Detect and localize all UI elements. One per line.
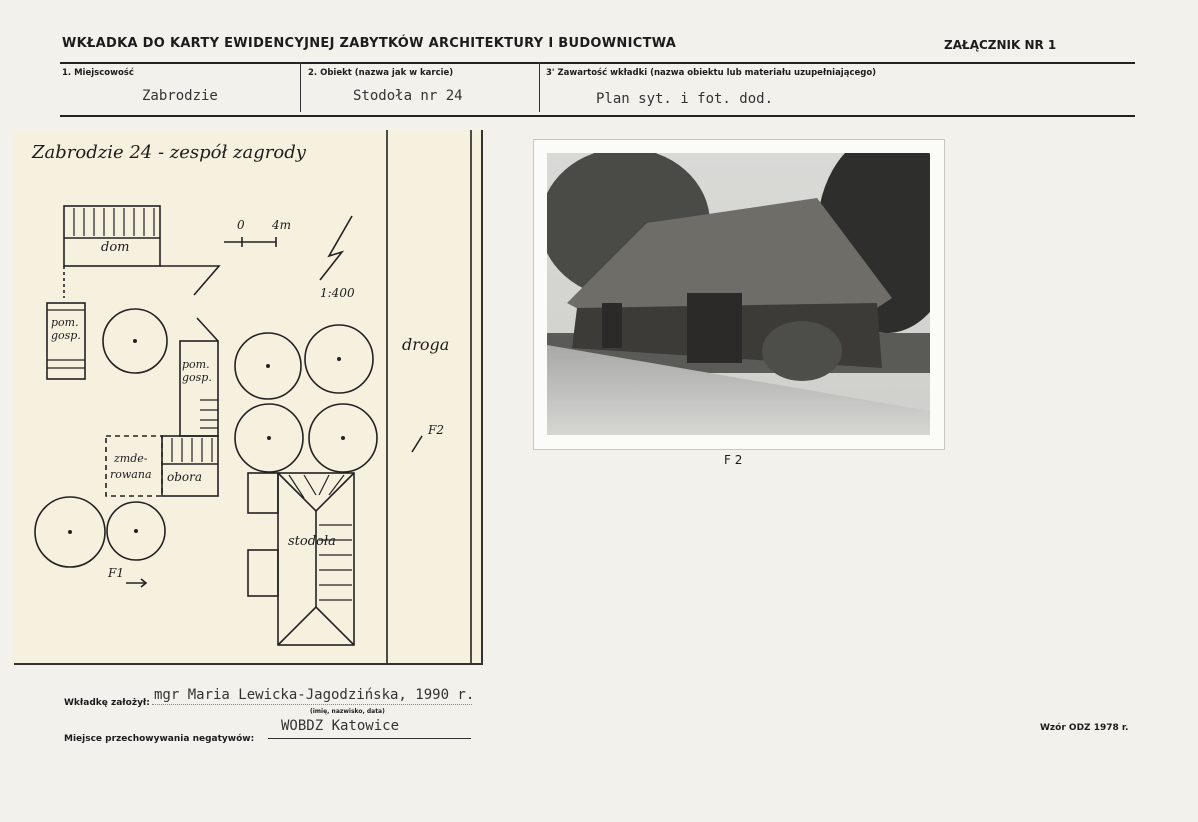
field-object-label: 2. Obiekt (nazwa jak w karcie) (308, 68, 454, 78)
barn-photo-image (547, 153, 930, 435)
label-stodola: stodoła (288, 534, 336, 549)
scale-ratio: 1:400 (320, 286, 355, 300)
label-zmodernizowana-1: zmde- (114, 452, 148, 465)
label-obora: obora (167, 470, 203, 484)
label-f1: F1 (108, 566, 124, 580)
negatives-storage-label: Miejsce przechowywania negatywów: (64, 734, 255, 744)
scale-zero: 0 (237, 218, 245, 232)
label-droga: droga (402, 335, 450, 354)
label-pom-gosp-middle: pom. gosp. (182, 358, 212, 384)
site-plan-sketch (14, 130, 483, 665)
field-object-value: Stodoła nr 24 (353, 88, 463, 104)
header-rule-bottom (60, 115, 1135, 117)
scale-four: 4m (272, 218, 292, 232)
author-value: mgr Maria Lewicka-Jagodzińska, 1990 r. (154, 687, 475, 703)
storage-line (268, 738, 471, 739)
negatives-storage-value: WOBDZ Katowice (281, 718, 400, 734)
field-divider-1 (300, 62, 301, 112)
author-label: Wkładkę założył: (64, 698, 150, 708)
field-locality-value: Zabrodzie (142, 88, 218, 104)
field-content-value: Plan syt. i fot. dod. (596, 91, 774, 107)
label-dom: dom (101, 240, 130, 255)
author-line (152, 704, 472, 705)
label-f2: F2 (428, 423, 444, 437)
site-plan-drawing (14, 130, 481, 663)
sketch-title: Zabrodzie 24 - zespół zagrody (32, 142, 306, 163)
form-title: WKŁADKA DO KARTY EWIDENCYJNEJ ZABYTKÓW ARCHITEKTURY I BUDOWNICTWA (62, 36, 677, 51)
barn-photo (547, 153, 930, 435)
header-rule-top (60, 62, 1135, 64)
photo-caption: F 2 (724, 453, 743, 467)
field-locality-label: 1. Miejscowość (62, 68, 134, 78)
label-zmodernizowana-2: rowana (110, 468, 152, 481)
author-subcaption: (imię, nazwisko, data) (310, 708, 385, 715)
field-divider-2 (539, 62, 540, 112)
form-code: Wzór ODZ 1978 r. (1040, 723, 1129, 733)
field-content-label: 3' Zawartość wkładki (nazwa obiektu lub materiału uzupełniającego) (546, 68, 877, 78)
annex-number: ZAŁĄCZNIK NR 1 (944, 38, 1057, 52)
label-pom-gosp-left: pom. gosp. (51, 316, 81, 342)
